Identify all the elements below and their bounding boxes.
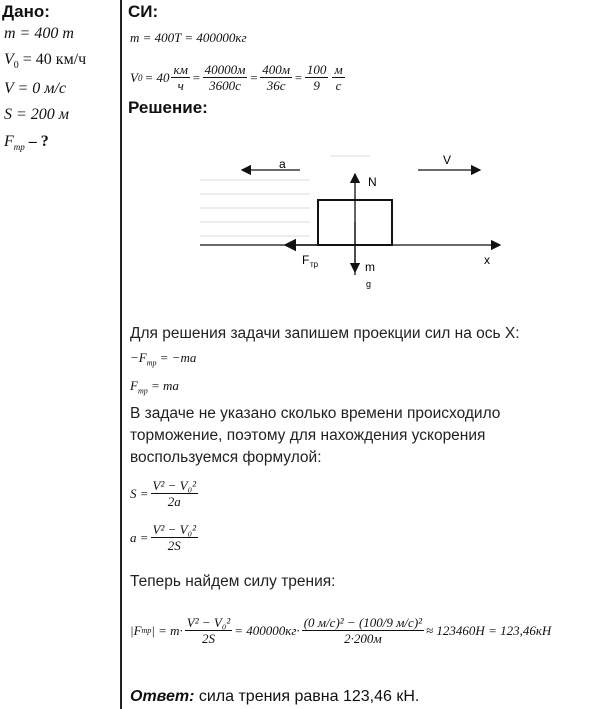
equation-friction: $F_{тр}$ = ma: [130, 378, 179, 396]
given-title: Дано:: [2, 2, 50, 21]
velocity-label: V: [443, 153, 452, 167]
given-mass: m = 400 т: [4, 25, 74, 42]
text-explanation-2: торможение, поэтому для нахождения ускорения: [130, 427, 486, 444]
formula-distance: S = $\frac{\text{V² − V₀²}}{2a}$: [130, 478, 196, 509]
formula-friction-final: |F тр | = m· $\frac{\text{V² − V₀²}}{2S}$ = 400000кг· $\frac{\text{(0 м/с)² − (100/9 м/с)²}}{2\cdot 200м}$ ≈ 123460Н = 123,46кН: [130, 615, 552, 646]
normal-force-label: N: [368, 175, 377, 189]
equation-projection: $-F_{тр} = -ma$: [130, 350, 197, 368]
formula-acceleration: a = $\frac{\text{V² − V₀²}}{2S}$: [130, 522, 196, 553]
x-axis-label: x: [484, 253, 490, 267]
answer: Ответ: сила трения равна 123,46 кН.: [130, 688, 420, 705]
column-divider: [120, 0, 122, 709]
friction-label: F: [302, 253, 310, 267]
si-velocity-conversion: V 0 = 40 $\frac{км}{ч}$ = $\frac{40000м}{3600с}$ = $\frac{400м}{36с}$ = $\frac{100}{9}$ $\frac{м}{с}$: [130, 62, 343, 93]
gravity-label-g: g: [366, 279, 372, 289]
text-find-friction: Теперь найдем силу трения:: [130, 573, 336, 590]
si-mass-conversion: m = 400T = 400000кг: [130, 30, 247, 45]
given-initial-velocity: $V_0 = 40$ км/ч: [4, 51, 87, 72]
given-final-velocity: V = 0 м/с: [4, 80, 67, 97]
given-unknown-force: $F_{тр}$ – ?: [4, 133, 49, 153]
text-projections: Для решения задачи запишем проекции сил на ось X:: [130, 325, 520, 342]
gravity-label: m: [365, 260, 375, 274]
text-explanation-3: воспользуемся формулой:: [130, 449, 322, 466]
given-distance: S = 200 м: [4, 106, 70, 123]
text-explanation-1: В задаче не указано сколько времени происходило: [130, 405, 501, 422]
friction-label-sub: тр: [310, 260, 319, 269]
force-diagram: [190, 140, 510, 290]
solution-title: Решение:: [128, 98, 208, 117]
acceleration-label: a: [279, 157, 286, 171]
si-title: СИ:: [128, 2, 159, 21]
